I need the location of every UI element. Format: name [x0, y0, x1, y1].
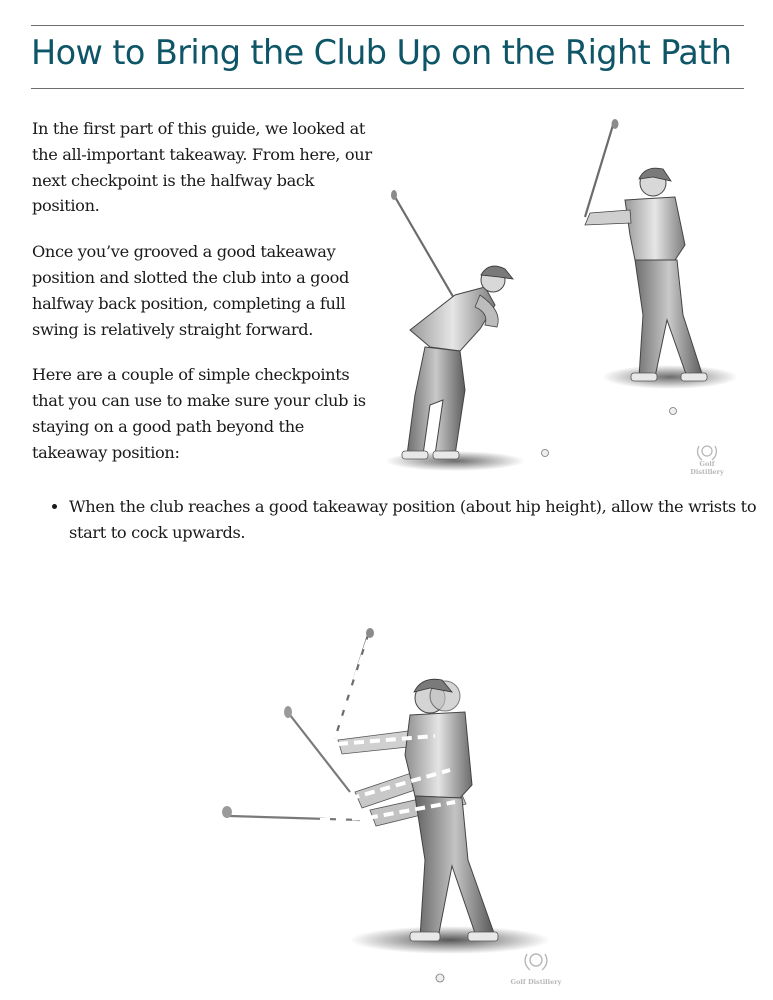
laurel-icon: [505, 950, 567, 974]
paragraph-1: In the first part of this guide, we looked at the all-important takeaway. From here, our next checkpoint is the halfway back position.: [32, 119, 372, 216]
checkpoint-list: [50, 494, 759, 546]
watermark-text: Golf Distillery: [690, 460, 724, 476]
swing-path-top: [335, 640, 368, 738]
list-item: • When the club reaches a good takeaway position (about hip height), allow the wrists to start to cock upwards.: [69, 494, 759, 546]
watermark-logo: [682, 442, 732, 476]
golfer-wrist-hinge-illustration: [210, 620, 550, 995]
watermark-text: Golf Distillery: [510, 978, 562, 986]
title-top-rule: [31, 25, 744, 26]
paragraph-3: Here are a couple of simple checkpoints that you can use to make sure your club is staying on a good path beyond the takeaway position:: [32, 365, 366, 462]
title-bottom-rule: [31, 88, 744, 89]
golfer-backswing-illustration: [385, 115, 750, 480]
club-shaft-middle: [290, 715, 350, 792]
intro-text: [32, 116, 377, 486]
paragraph-2: Once you’ve grooved a good takeaway position and slotted the club into a good halfway back position, completing a full swing is relatively straight forward.: [32, 242, 349, 339]
page-title: How to Bring the Club Up on the Right Path: [31, 33, 732, 72]
golfer-top-of-backswing: [585, 119, 738, 415]
golfer-halfway-back: [385, 190, 549, 471]
watermark-logo: [505, 950, 567, 986]
